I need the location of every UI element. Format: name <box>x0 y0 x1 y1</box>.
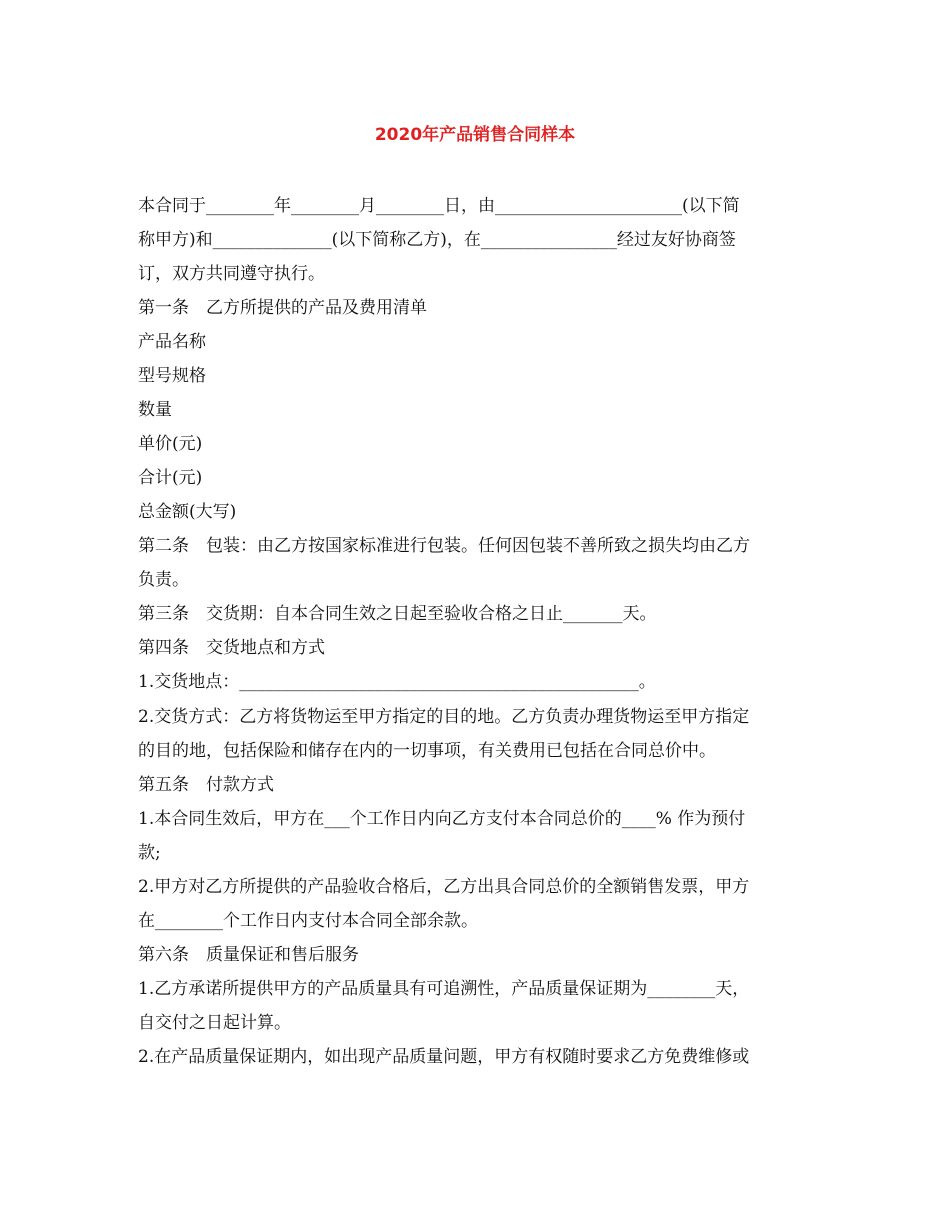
article-heading: 第四条 交货地点和方式 <box>138 638 325 658</box>
contract-line: 产品名称 <box>138 332 206 352</box>
contract-line: 称甲方)和______________(以下简称乙方)，在________________经过友好协商签 <box>138 230 736 250</box>
contract-line: 款; <box>138 843 161 863</box>
contract-line: 2.甲方对乙方所提供的产品验收合格后，乙方出具合同总价的全额销售发票，甲方 <box>138 877 750 897</box>
contract-line: 订，双方共同遵守执行。 <box>138 264 325 284</box>
document-title: 2020年产品销售合同样本 <box>374 125 576 145</box>
contract-line: 在________个工作日内支付本合同全部余款。 <box>138 911 478 931</box>
contract-line: 1.乙方承诺所提供甲方的产品质量具有可追溯性，产品质量保证期为________天， <box>138 979 750 999</box>
contract-line: 的目的地，包括保险和储存在内的一切事项，有关费用已包括在合同总价中。 <box>138 741 716 761</box>
contract-line: 自交付之日起计算。 <box>138 1013 291 1033</box>
contract-line: 单价(元) <box>138 434 203 454</box>
article-heading: 第三条 交货期：自本合同生效之日起至验收合格之日止_______天。 <box>138 604 657 624</box>
contract-line: 负责。 <box>138 570 189 590</box>
article-heading: 第六条 质量保证和售后服务 <box>138 945 359 965</box>
article-heading: 第一条 乙方所提供的产品及费用清单 <box>138 298 427 318</box>
article-heading: 第五条 付款方式 <box>138 775 274 795</box>
contract-line: 合计(元) <box>138 468 203 488</box>
contract-line: 2.交货方式：乙方将货物运至甲方指定的目的地。乙方负责办理货物运至甲方指定 <box>138 707 750 727</box>
contract-line: 1.本合同生效后，甲方在___个工作日内向乙方支付本合同总价的____% 作为预付 <box>138 809 746 829</box>
contract-line: 本合同于________年________月________日，由______________________(以下简 <box>138 196 740 216</box>
contract-line: 型号规格 <box>138 366 206 386</box>
article-heading: 第二条 包装：由乙方按国家标准进行包装。任何因包装不善所致之损失均由乙方 <box>138 536 750 556</box>
contract-line: 1.交货地点：_______________________________________________。 <box>138 672 656 692</box>
contract-line: 数量 <box>138 400 172 420</box>
contract-line: 2.在产品质量保证期内，如出现产品质量问题，甲方有权随时要求乙方免费维修或 <box>138 1047 750 1067</box>
contract-line: 总金额(大写) <box>138 502 237 522</box>
